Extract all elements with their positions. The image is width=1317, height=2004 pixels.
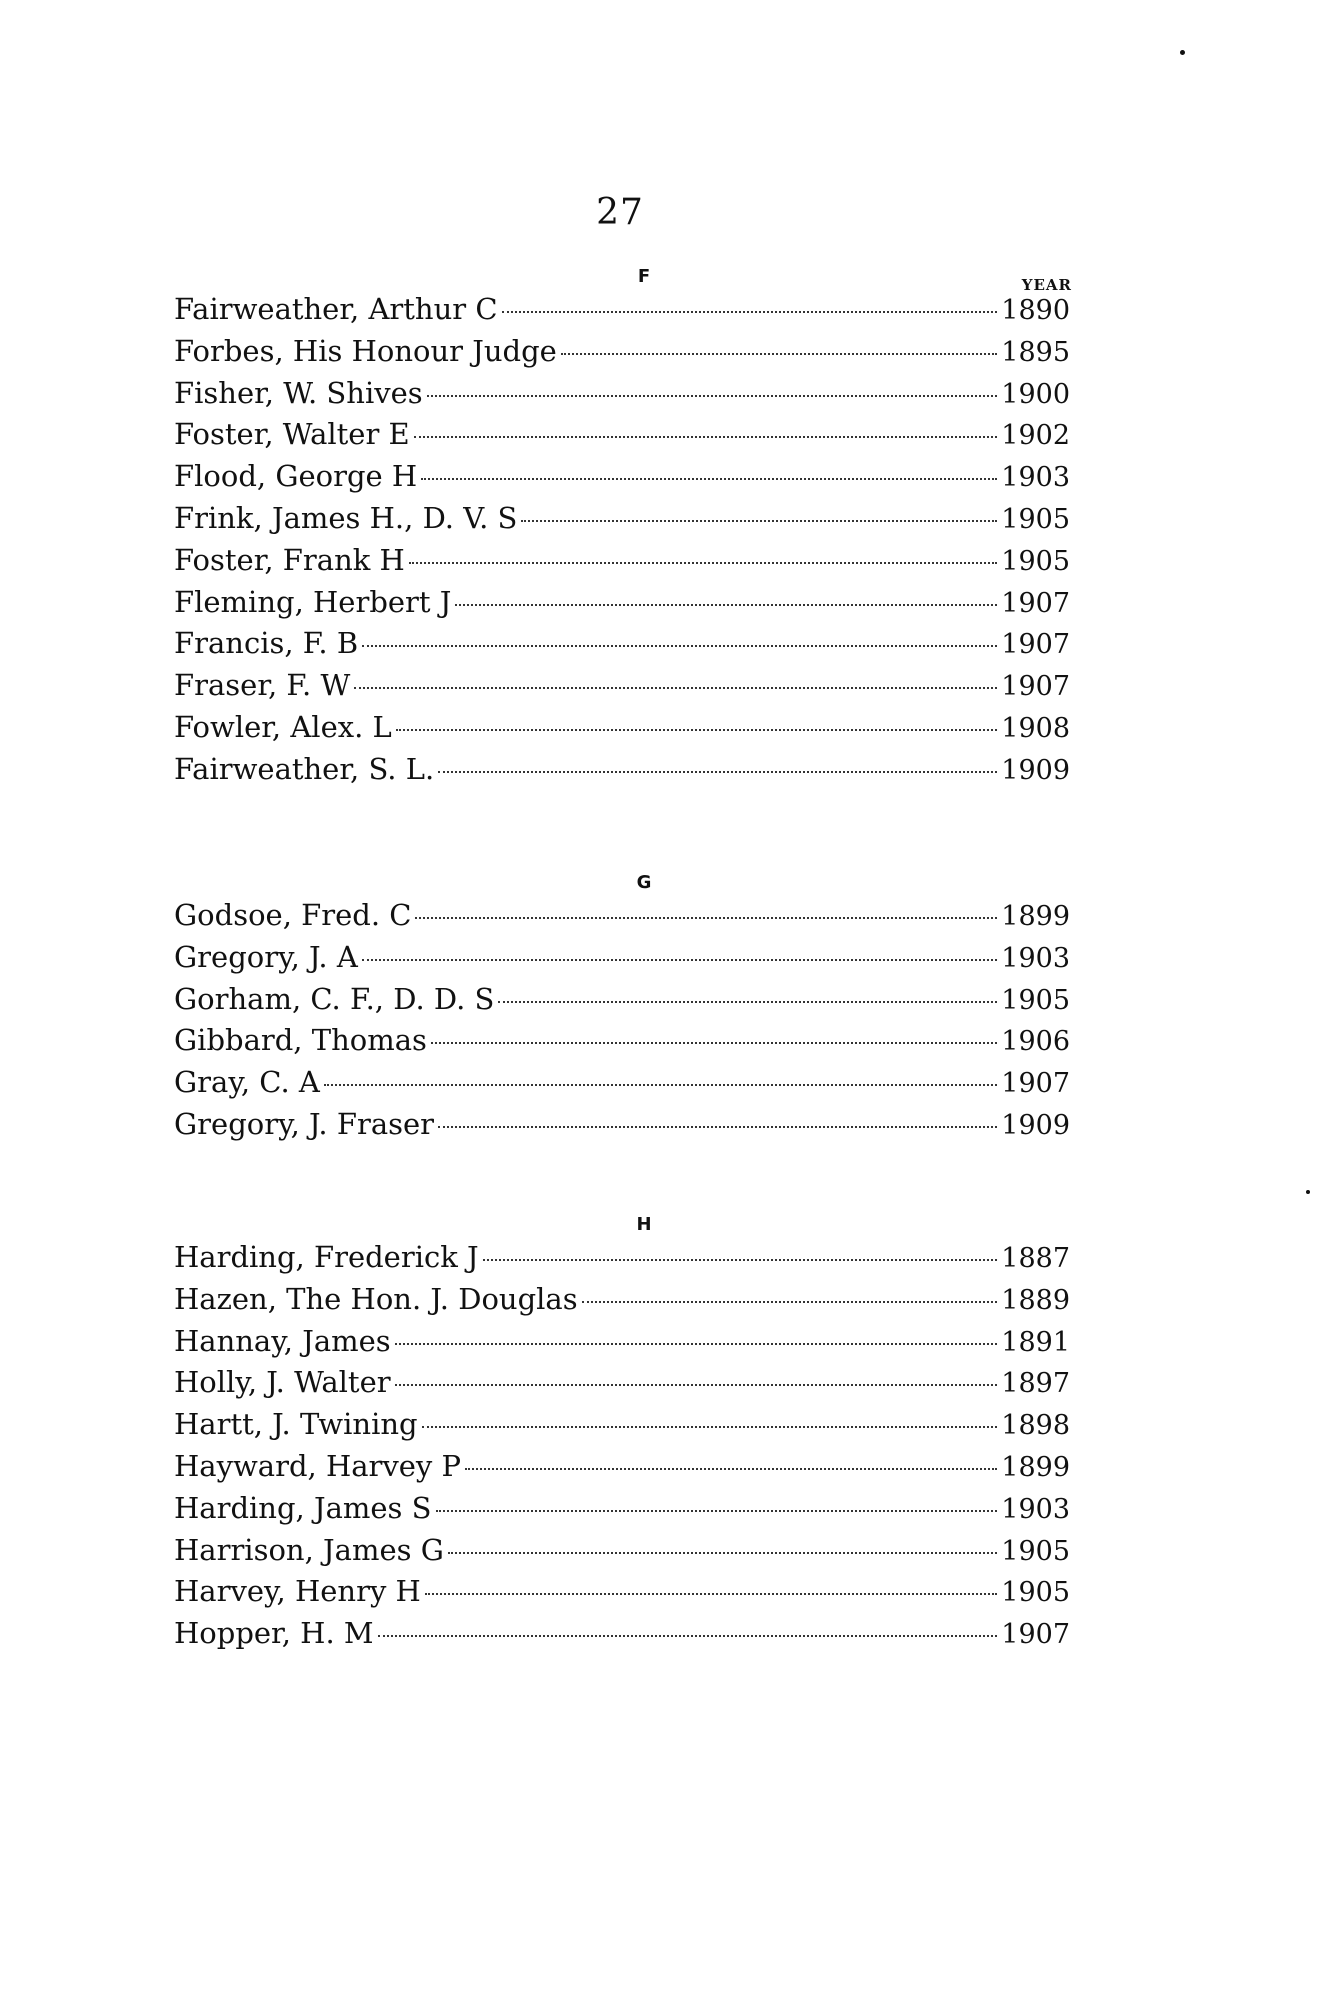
list-item [174, 1574, 1070, 1616]
member-name: Frink, James H., D. V. S [174, 500, 518, 535]
dot-leader [362, 959, 997, 961]
member-name: Flood, George H [174, 459, 418, 494]
dot-leader [422, 1426, 998, 1428]
page-number: 27 [596, 192, 644, 233]
member-year: 1903 [1001, 942, 1070, 974]
member-year: 1909 [1001, 1109, 1070, 1141]
member-name: Harding, Frederick J [174, 1240, 479, 1274]
member-name: Gregory, J. A [174, 939, 358, 974]
list-item [174, 292, 1070, 334]
list-item [174, 940, 1070, 982]
section-f [174, 262, 1070, 794]
section-letter: H [636, 1214, 652, 1235]
section-g [174, 868, 1070, 1149]
member-year: 1905 [1001, 545, 1070, 577]
dot-leader [354, 687, 997, 689]
member-year: 1905 [1001, 1577, 1070, 1609]
list-item [174, 1365, 1070, 1407]
member-name: Gibbard, Thomas [174, 1023, 427, 1058]
member-year: 1905 [1001, 984, 1070, 1016]
list-item [174, 1449, 1070, 1491]
list-item [174, 1324, 1070, 1366]
member-name: Fisher, W. Shives [174, 375, 423, 410]
member-year: 1899 [1001, 901, 1070, 932]
member-name: Harvey, Henry H [174, 1574, 421, 1609]
list-item [174, 1023, 1070, 1065]
member-year: 1905 [1001, 503, 1070, 535]
list-item [174, 982, 1070, 1024]
member-year: 1891 [1001, 1326, 1070, 1358]
dot-leader [427, 395, 998, 397]
list-item [174, 417, 1070, 459]
member-name: Fairweather, S. L. [174, 751, 435, 786]
member-name: Godsoe, Fred. C [174, 898, 412, 932]
dot-leader [421, 478, 997, 480]
member-name: Foster, Frank H [174, 542, 405, 577]
member-name: Fraser, F. W [174, 668, 351, 703]
section-h [174, 1210, 1070, 1658]
member-year: 1905 [1001, 1535, 1070, 1567]
print-speck [1306, 1190, 1310, 1194]
member-year: 1903 [1001, 1493, 1070, 1525]
member-name: Fowler, Alex. L [174, 709, 392, 744]
list-item [174, 1491, 1070, 1533]
member-year: 1908 [1001, 712, 1070, 744]
list-item [174, 1407, 1070, 1449]
member-name: Francis, F. B [174, 626, 359, 661]
dot-leader [414, 436, 998, 438]
list-item [174, 1107, 1070, 1149]
member-name: Hartt, J. Twining [174, 1407, 418, 1442]
section-letter: F [637, 266, 651, 287]
member-name: Forbes, His Honour Judge [174, 333, 557, 368]
dot-leader [455, 604, 997, 606]
member-year: 1902 [1001, 420, 1070, 452]
member-year: 1909 [1001, 754, 1070, 786]
list-item [174, 376, 1070, 418]
member-year: 1907 [1001, 1619, 1070, 1651]
dot-leader [395, 1343, 998, 1345]
member-name: Holly, J. Walter [174, 1365, 391, 1400]
member-name: Gregory, J. Fraser [174, 1106, 435, 1141]
dot-leader [465, 1468, 997, 1470]
list-item [174, 585, 1070, 627]
list-item [174, 1533, 1070, 1575]
list-item [174, 1240, 1070, 1282]
list-item [174, 501, 1070, 543]
list-item [174, 543, 1070, 585]
dot-leader [582, 1301, 998, 1303]
dot-leader [448, 1552, 997, 1554]
member-name: Gorham, C. F., D. D. S [174, 981, 495, 1016]
dot-leader [396, 729, 997, 731]
member-year: 1907 [1001, 629, 1070, 661]
member-year: 1898 [1001, 1410, 1070, 1442]
print-speck [1180, 50, 1185, 55]
member-name: Foster, Walter E [174, 417, 410, 452]
dot-leader [362, 645, 997, 647]
member-name: Hopper, H. M [174, 1616, 374, 1651]
dot-leader [431, 1042, 997, 1044]
list-item [174, 1282, 1070, 1324]
list-item [174, 1616, 1070, 1658]
list-item [174, 668, 1070, 710]
dot-leader [425, 1593, 997, 1595]
list-item [174, 459, 1070, 501]
dot-leader [438, 771, 997, 773]
dot-leader [502, 311, 998, 313]
dot-leader [436, 1510, 998, 1512]
member-year: 1890 [1001, 295, 1070, 326]
member-name: Gray, C. A [174, 1065, 320, 1100]
member-year: 1907 [1001, 1068, 1070, 1100]
member-year: 1907 [1001, 587, 1070, 619]
dot-leader [395, 1384, 998, 1386]
list-item [174, 898, 1070, 940]
dot-leader [438, 1126, 997, 1128]
member-year: 1900 [1001, 378, 1070, 410]
list-item [174, 334, 1070, 376]
member-year: 1895 [1001, 336, 1070, 368]
member-year: 1907 [1001, 671, 1070, 703]
dot-leader [483, 1259, 998, 1261]
year-column-header: YEAR [1021, 276, 1072, 294]
dot-leader [498, 1001, 997, 1003]
member-name: Hayward, Harvey P [174, 1448, 462, 1483]
dot-leader [521, 520, 997, 522]
member-year: 1906 [1001, 1026, 1070, 1058]
dot-leader [415, 917, 997, 919]
member-year: 1889 [1001, 1284, 1070, 1316]
member-name: Hazen, The Hon. J. Douglas [174, 1281, 578, 1316]
list-item [174, 1065, 1070, 1107]
section-letter: G [636, 872, 652, 893]
dot-leader [378, 1635, 998, 1637]
member-name: Harrison, James G [174, 1532, 444, 1567]
member-name: Harding, James S [174, 1490, 432, 1525]
member-name: Fairweather, Arthur C [174, 292, 498, 326]
dot-leader [324, 1084, 997, 1086]
list-item [174, 752, 1070, 794]
list-item [174, 710, 1070, 752]
member-name: Fleming, Herbert J [174, 584, 452, 619]
member-year: 1897 [1001, 1368, 1070, 1400]
member-year: 1899 [1001, 1451, 1070, 1483]
dot-leader [409, 562, 997, 564]
dot-leader [561, 353, 997, 355]
member-name: Hannay, James [174, 1323, 391, 1358]
member-year: 1903 [1001, 462, 1070, 494]
member-year: 1887 [1001, 1243, 1070, 1274]
list-item [174, 626, 1070, 668]
